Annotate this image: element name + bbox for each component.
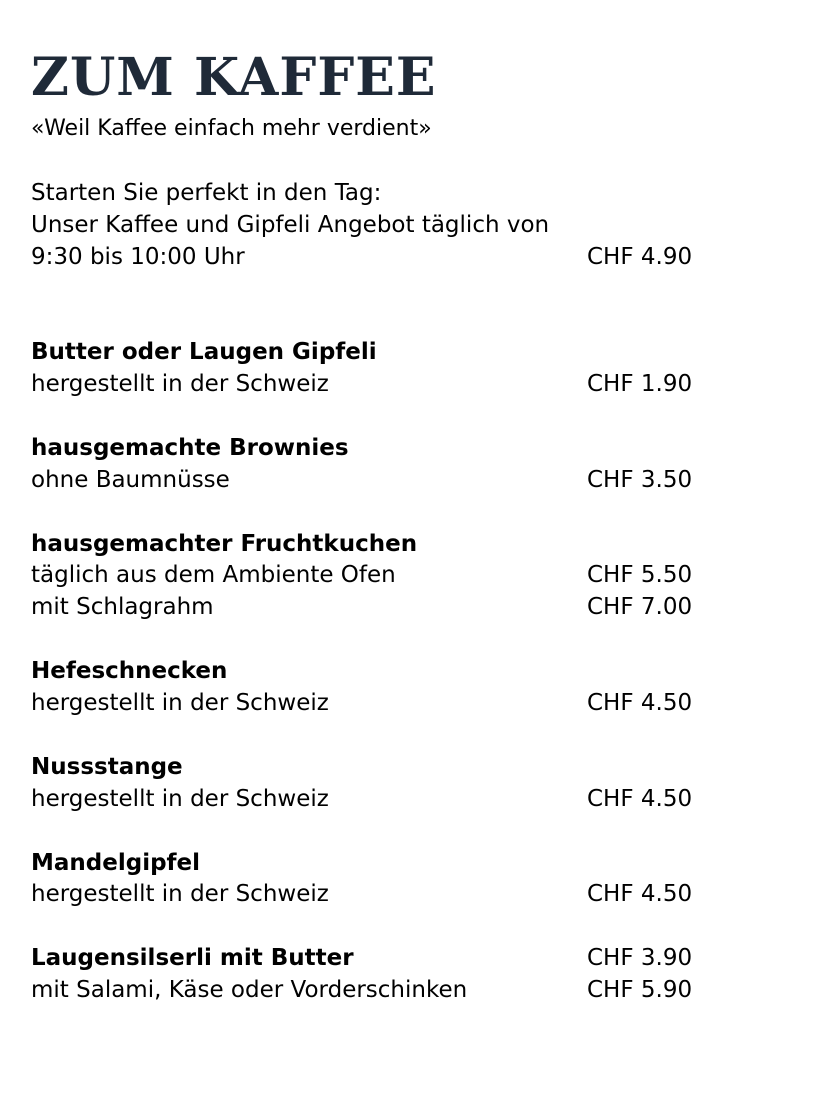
- item-price: CHF 3.50: [587, 467, 693, 493]
- page-title: ZUM KAFFEE: [31, 47, 437, 108]
- item-name: Butter oder Laugen Gipfeli: [31, 339, 377, 365]
- intro-text: 9:30 bis 10:00 Uhr: [31, 244, 245, 270]
- item-description: hergestellt in der Schweiz: [31, 786, 329, 812]
- item-price: CHF 4.50: [587, 786, 693, 812]
- intro-line: [31, 177, 791, 209]
- intro-line: [31, 209, 791, 241]
- item-name: Hefeschnecken: [31, 658, 228, 684]
- item-name: Nussstange: [31, 754, 183, 780]
- item-description: ohne Baumnüsse: [31, 467, 230, 493]
- item-description: hergestellt in der Schweiz: [31, 690, 329, 716]
- item-price: CHF 5.50: [587, 562, 693, 588]
- item-name: Mandelgipfel: [31, 850, 201, 876]
- intro-text: Unser Kaffee und Gipfeli Angebot täglich von: [31, 212, 550, 238]
- item-description: hergestellt in der Schweiz: [31, 881, 329, 907]
- item-price: CHF 5.90: [587, 977, 693, 1003]
- page-subtitle: «Weil Kaffee einfach mehr verdient»: [31, 116, 432, 141]
- intro-line: [31, 241, 791, 273]
- item-price: CHF 4.50: [587, 690, 693, 716]
- item-description: mit Schlagrahm: [31, 594, 214, 620]
- intro-price: CHF 4.90: [587, 244, 693, 270]
- item-name: hausgemachte Brownies: [31, 435, 349, 461]
- item-description: hergestellt in der Schweiz: [31, 371, 329, 397]
- item-price: CHF 4.50: [587, 881, 693, 907]
- item-name: Laugensilserli mit Butter: [31, 945, 354, 971]
- item-name: hausgemachter Fruchtkuchen: [31, 531, 418, 557]
- item-description: täglich aus dem Ambiente Ofen: [31, 562, 396, 588]
- intro-text: Starten Sie perfekt in den Tag:: [31, 180, 382, 206]
- item-price: CHF 3.90: [587, 945, 693, 971]
- item-price: CHF 1.90: [587, 371, 693, 397]
- item-price: CHF 7.00: [587, 594, 693, 620]
- item-description: mit Salami, Käse oder Vorderschinken: [31, 977, 468, 1003]
